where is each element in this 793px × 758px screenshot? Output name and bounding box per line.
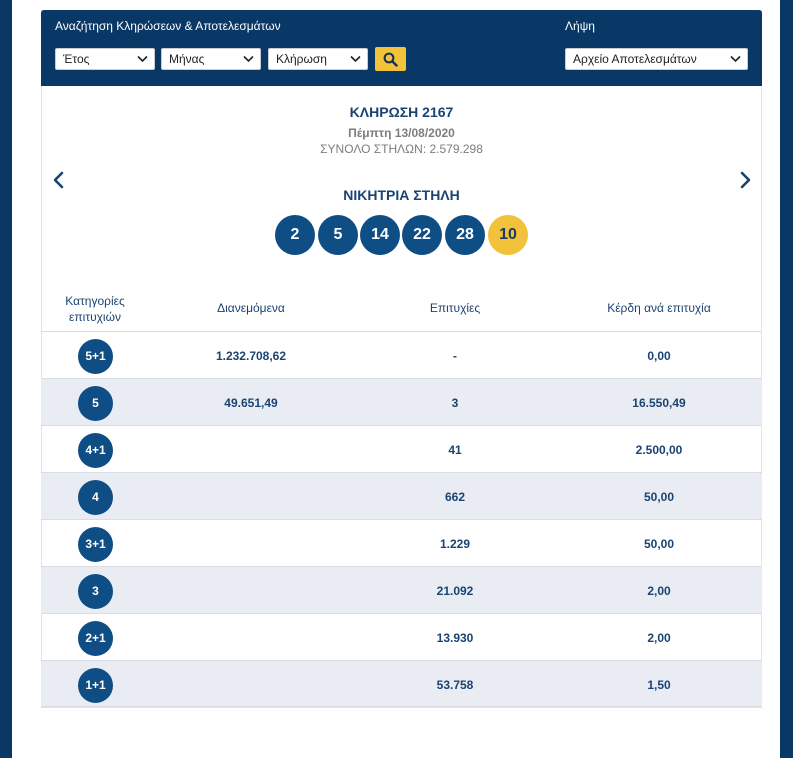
prize-cell: 2,00 bbox=[647, 584, 671, 598]
winners-cell: 3 bbox=[451, 396, 459, 410]
category-badge: 5 bbox=[78, 386, 113, 421]
year-select[interactable] bbox=[55, 48, 155, 70]
table-row bbox=[41, 613, 762, 660]
winners-cell: 41 bbox=[448, 443, 462, 457]
distributed-cell: 49.651,49 bbox=[224, 396, 278, 410]
category-badge: 5+1 bbox=[78, 339, 113, 374]
table-row bbox=[41, 566, 762, 613]
draw-select-value: Κλήρωση bbox=[276, 52, 327, 66]
chevron-down-icon bbox=[350, 55, 361, 63]
total-columns: ΣΥΝΟΛΟ ΣΤΗΛΩΝ: 2.579.298 bbox=[320, 142, 483, 156]
category-badge: 1+1 bbox=[78, 668, 113, 703]
winning-number-ball: 28 bbox=[445, 215, 485, 255]
winners-cell: 53.758 bbox=[436, 678, 474, 692]
prize-cell: 16.550,49 bbox=[632, 396, 686, 410]
month-select-value: Μήνας bbox=[169, 52, 205, 66]
chevron-down-icon bbox=[243, 55, 254, 63]
header-categories bbox=[53, 293, 137, 325]
table-row bbox=[41, 425, 762, 472]
winning-column-title: ΝΙΚΗΤΡΙΑ ΣΤΗΛΗ bbox=[343, 187, 460, 203]
winners-cell: 21.092 bbox=[436, 584, 474, 598]
prize-cell: 50,00 bbox=[643, 537, 675, 551]
month-select[interactable] bbox=[161, 48, 261, 70]
table-row bbox=[41, 519, 762, 566]
category-badge: 4 bbox=[78, 480, 113, 515]
draw-title: ΚΛΗΡΩΣΗ 2167 bbox=[349, 104, 454, 120]
distributed-cell: 1.232.708,62 bbox=[215, 349, 287, 363]
header-winners: Επιτυχίες bbox=[429, 301, 481, 315]
category-badge: 4+1 bbox=[78, 433, 113, 468]
prize-cell: 2.500,00 bbox=[635, 443, 683, 457]
winners-cell: 13.930 bbox=[436, 631, 474, 645]
header-distributed: Διανεμόμενα bbox=[217, 301, 285, 315]
draw-date: Πέμπτη 13/08/2020 bbox=[348, 126, 455, 140]
archive-select-value: Αρχείο Αποτελεσμάτων bbox=[573, 52, 697, 66]
table-row bbox=[41, 660, 762, 707]
chevron-down-icon bbox=[730, 55, 741, 63]
winning-number-ball: 5 bbox=[318, 215, 358, 255]
download-title: Λήψη bbox=[565, 19, 595, 33]
prize-cell: 1,50 bbox=[647, 678, 671, 692]
search-title: Αναζήτηση Κληρώσεων & Αποτελεσμάτων bbox=[55, 19, 281, 33]
category-badge: 3 bbox=[78, 574, 113, 609]
winning-number-ball: 14 bbox=[360, 215, 400, 255]
prize-cell: 50,00 bbox=[643, 490, 675, 504]
search-icon bbox=[383, 52, 398, 67]
table-row bbox=[41, 472, 762, 519]
page-edge-left bbox=[0, 0, 12, 758]
winners-cell: 662 bbox=[444, 490, 466, 504]
joker-number-ball: 10 bbox=[488, 215, 528, 255]
year-select-value: Έτος bbox=[63, 52, 90, 66]
page-edge-right bbox=[780, 0, 793, 758]
table-row bbox=[41, 378, 762, 425]
category-badge: 3+1 bbox=[78, 527, 113, 562]
header-categories-line1: Κατηγορίες bbox=[65, 294, 125, 308]
header-categories-line2: επιτυχιών bbox=[69, 310, 121, 324]
category-badge: 2+1 bbox=[78, 621, 113, 656]
search-button[interactable] bbox=[375, 47, 406, 71]
winning-number-ball: 2 bbox=[275, 215, 315, 255]
header-prize-per-winner: Κέρδη ανά επιτυχία bbox=[607, 301, 711, 315]
winners-cell: 1.229 bbox=[439, 537, 471, 551]
table-row bbox=[41, 331, 762, 378]
winning-number-ball: 22 bbox=[402, 215, 442, 255]
winners-cell: - bbox=[453, 349, 457, 363]
search-panel bbox=[41, 10, 762, 86]
archive-select[interactable] bbox=[565, 48, 748, 70]
prize-cell: 0,00 bbox=[647, 349, 671, 363]
chevron-down-icon bbox=[137, 55, 148, 63]
prize-cell: 2,00 bbox=[647, 631, 671, 645]
draw-select[interactable] bbox=[268, 48, 368, 70]
results-table bbox=[41, 331, 762, 707]
